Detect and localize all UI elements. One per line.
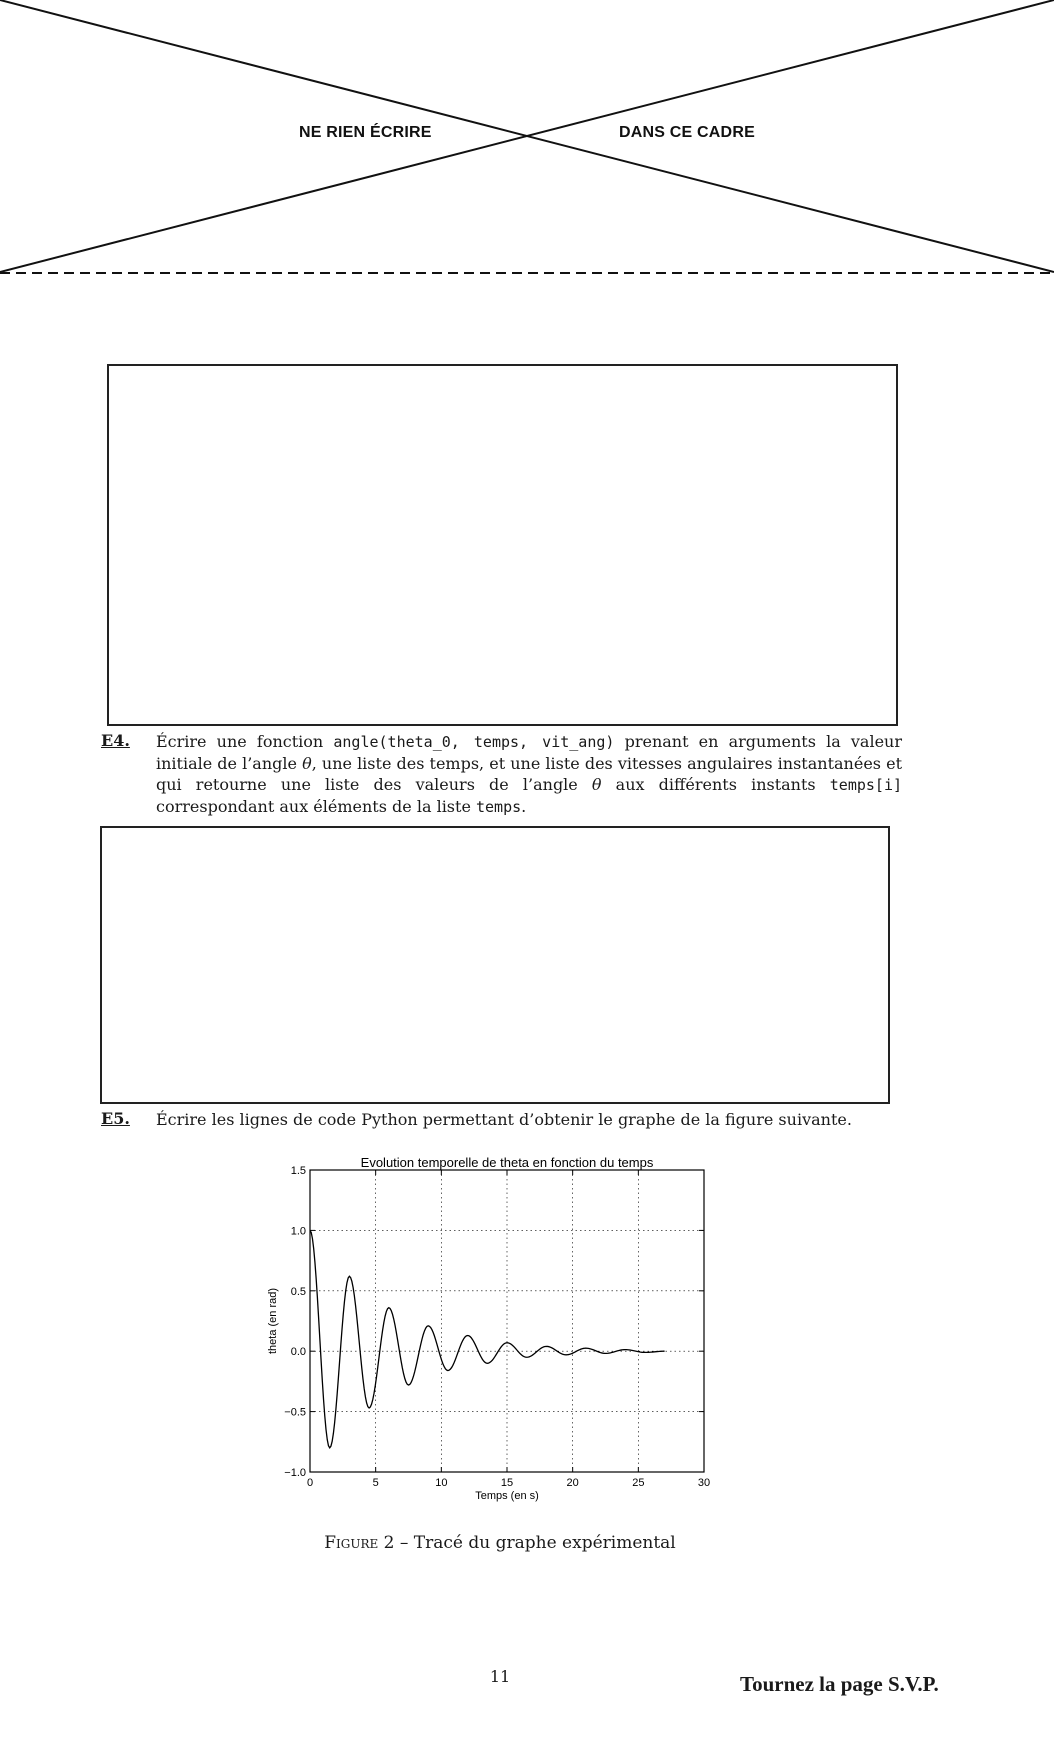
page-number: 11 [489,1667,511,1686]
y-tick-label: −1.0 [284,1467,306,1479]
no-write-zone-cross [0,0,1054,280]
answer-box-e4[interactable] [100,826,890,1104]
x-tick-label: 30 [697,1477,711,1489]
damped-oscillation-chart [260,1150,720,1510]
x-tick-label: 15 [500,1477,514,1489]
math-symbol: θ [302,754,312,773]
text-fragment: prenant en arguments la valeur initiale de l’angle [156,732,903,773]
text-fragment: Écrire les lignes de code Python permettant d’obtenir le graphe de la figure suivante. [156,1110,852,1129]
x-tick-label: 10 [435,1477,448,1489]
text-fragment: Écrire une fonction [156,732,334,751]
x-tick-label: 0 [306,1477,314,1489]
y-axis-label: theta (en rad) [267,1287,279,1355]
y-tick-label: −0.5 [284,1406,306,1419]
x-axis-label: Temps (en s) [475,1490,539,1502]
y-tick-label: 1.5 [290,1165,306,1177]
inline-code: temps[i] [829,776,903,794]
no-write-banner-right: DANS CE CADRE [619,124,755,141]
text-fragment: . [521,797,527,816]
question-label-e5: E5. [101,1109,130,1128]
figure-caption-label: Figure 2 [324,1533,395,1553]
turn-page-note: Tournez la page S.V.P. [740,1672,939,1696]
figure-caption-text: – Tracé du graphe expérimental [394,1533,676,1553]
text-fragment: , une liste des temps, et une liste des vitesses angulaires instantanées et qui retourne une liste des valeurs de l’angle [156,754,902,794]
text-fragment: correspondant aux éléments de la liste [156,797,476,816]
answer-box-e3[interactable] [107,364,898,726]
y-tick-label: 0.5 [290,1285,306,1298]
inline-code: temps [476,798,522,816]
y-tick-label: 0.0 [290,1346,306,1359]
no-write-banner-left: NE RIEN ÉCRIRE [299,124,432,141]
x-tick-label: 20 [566,1477,579,1489]
figure-caption [0,1533,1000,1553]
theta-series-line [310,1230,665,1447]
x-tick-label: 25 [632,1477,645,1489]
chart-title: Evolution temporelle de theta en fonction du temps [360,1155,654,1170]
chart-grid [310,1170,704,1472]
text-fragment: aux différents instants [601,775,830,794]
question-text-e4 [156,731,902,818]
question-label-e4: E4. [101,731,130,750]
y-tick-label: 1.0 [290,1225,306,1238]
inline-code: angle(theta_0, temps, vit_ang) [333,733,615,751]
question-text-e5 [156,1109,902,1130]
math-symbol: θ [591,775,602,794]
x-tick-label: 5 [372,1477,379,1489]
